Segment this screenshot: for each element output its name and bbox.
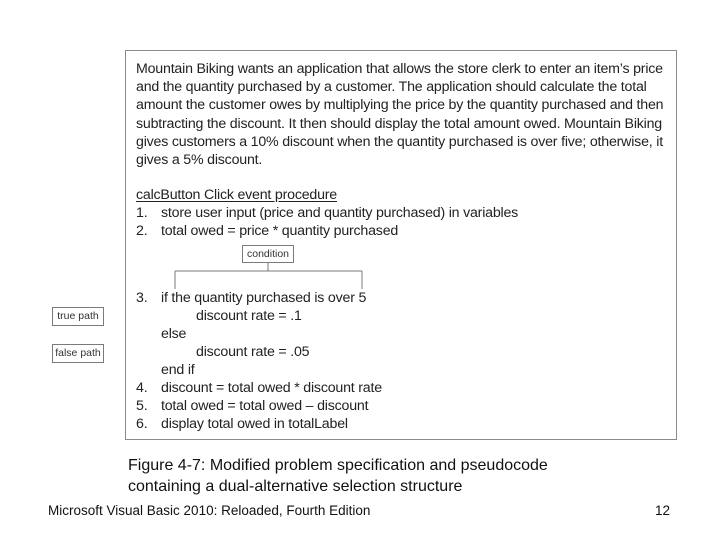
end-if-keyword: end if xyxy=(161,362,195,378)
step-text: discount = total owed * discount rate xyxy=(161,380,382,396)
step-text: total owed = price * quantity purchased xyxy=(161,223,399,239)
procedure-heading: calcButton Click event procedure xyxy=(136,187,338,203)
condition-label: condition xyxy=(242,245,294,263)
pseudocode-step-3 xyxy=(136,289,366,307)
figure-caption xyxy=(128,455,648,497)
pseudocode-step-5 xyxy=(136,397,368,415)
problem-specification xyxy=(136,60,671,169)
pseudocode-step-6 xyxy=(136,415,348,433)
step-number: 2. xyxy=(136,223,148,239)
spec-line: amount the customer owes by multiplying the price by the quantity purchased and then xyxy=(136,97,664,114)
step-text: store user input (price and quantity purchased) in variables xyxy=(161,205,519,221)
true-path-statement: discount rate = .1 xyxy=(196,308,302,324)
spec-line: Mountain Biking wants an application that allows the store clerk to enter an item’s price xyxy=(136,61,663,77)
step-number: 4. xyxy=(136,380,148,396)
spec-line: subtracting the discount. It then should display the total amount owed. Mountain Biking xyxy=(136,115,662,132)
book-title: Microsoft Visual Basic 2010: Reloaded, Fourth Edition xyxy=(48,503,371,518)
spec-line: gives customers a 10% discount when the quantity purchased is over five; otherwise, it xyxy=(136,133,663,150)
false-path-label: false path xyxy=(52,344,104,363)
page-number: 12 xyxy=(655,503,671,518)
step-number: 5. xyxy=(136,398,148,414)
step-number: 3. xyxy=(136,290,148,306)
caption-line-2: containing a dual-alternative selection structure xyxy=(128,478,463,495)
true-path-label: true path xyxy=(52,307,104,326)
pseudocode-step-4 xyxy=(136,379,382,397)
step-text: if the quantity purchased is over 5 xyxy=(161,290,367,306)
spec-line: gives a 5% discount. xyxy=(136,152,263,169)
pseudocode-step-1 xyxy=(136,204,518,222)
else-keyword: else xyxy=(161,326,187,342)
false-path-statement: discount rate = .05 xyxy=(196,344,310,360)
pseudocode-step-2 xyxy=(136,222,398,240)
step-number: 6. xyxy=(136,416,148,432)
step-text: display total owed in totalLabel xyxy=(161,416,348,432)
caption-line-1: Figure 4-7: Modified problem specification and pseudocode xyxy=(128,457,548,474)
spec-line: and the quantity purchased by a customer. The application should calculate the total xyxy=(136,79,647,96)
step-number: 1. xyxy=(136,205,148,221)
step-text: total owed = total owed – discount xyxy=(161,398,369,414)
